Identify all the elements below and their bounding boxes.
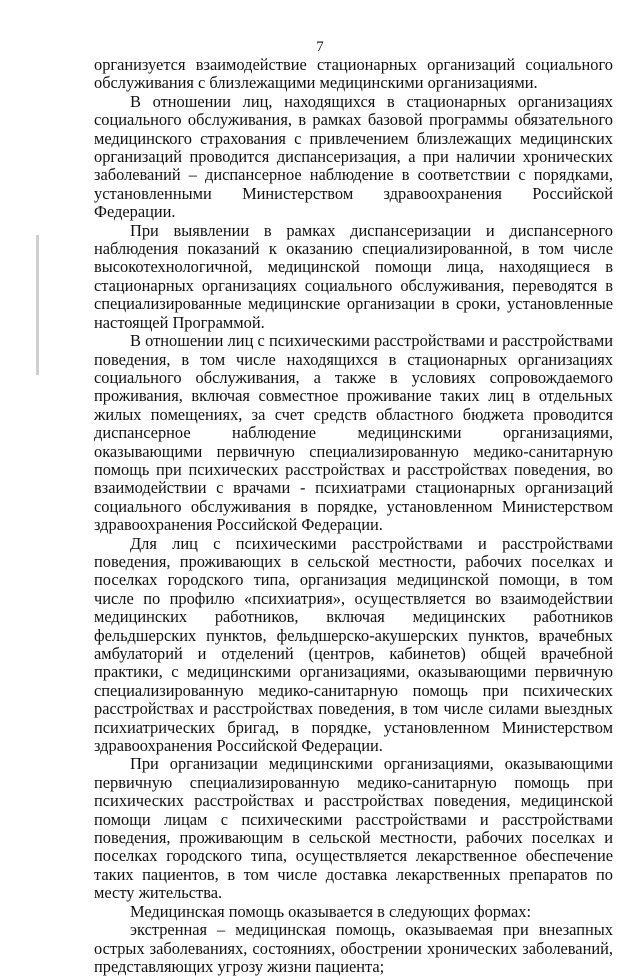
paragraph-rural-psychiatry: Для лиц с психическими расстройствами и расстройствами поведения, проживающих в сельской местности, рабочих поселках и поселках городского типа, организация медицинской помощи, в том числе по профилю «психиатрия», осуществляется во взаимодействии медицинских работников, включая медицинских работников фельдшерских пунктов, фельдшерско-акушерских пунктов, врачебных амбулаторий и отделений (центров, кабинетов) общей врачебной практики, с медицинскими организациями, оказывающими первичную специализированную медико-санитарную помощь при психических расстройствах и расстройствах поведения, в том числе силами выездных психиатрических бригад, в порядке, установленном Министерством здравоохранения Российской Федерации. <box>94 533 613 756</box>
paragraph-dispanserization: В отношении лиц, находящихся в стационарных организациях социального обслуживания, в рамках базовой программы обязательного медицинского страхования с привлечением близлежащих медицинских организаций проводится диспансеризация, а при наличии хронических заболеваний – диспансерное наблюдение в соответствии с порядками, установленными Министерством здравоохранения Российской Федерации. <box>94 91 613 222</box>
paragraph-continuation: организуется взаимодействие стационарных организаций социального обслуживания с близлежащими медицинскими организациями. <box>94 55 613 93</box>
paragraph-specialized-care-transfer: При выявлении в рамках диспансеризации и диспансерного наблюдения показаний к оказанию специализированной, в том числе высокотехнологичной, медицинской помощи лица, находящиеся в стационарных организациях социального обслуживания, переводятся в специализированные медицинские организации в сроки, установленные настоящей Программой. <box>94 220 613 332</box>
paragraph-mental-disorders-observation: В отношении лиц с психическими расстройствами и расстройствами поведения, в том числе находящихся в стационарных организациях социального обслуживания, а также в условиях сопровождаемого проживания, включая совместное проживание таких лиц в отдельных жилых помещениях, за счет средств областного бюджета проводится диспансерное наблюдение медицинскими организациями, оказывающими первичную специализированную медико-санитарную помощь при психических расстройствах и расстройствах поведения, во взаимодействии с врачами - психиатрами стационарных организаций социального обслуживания в порядке, установленном Министерством здравоохранения Российской Федерации. <box>94 331 613 535</box>
scan-margin-mark <box>36 235 39 375</box>
paragraph-drug-supply: При организации медицинскими организациями, оказывающими первичную специализированную медико-санитарную помощь при психических расстройствах и расстройствах поведения, медицинской помощи лицам с психическими расстройствами и расстройствами поведения, проживающим в сельской местности, рабочих поселках и поселках городского типа, осуществляется лекарственное обеспечение таких пациентов, в том числе доставка лекарственных препаратов по месту жительства. <box>94 754 613 903</box>
document-body <box>94 56 613 976</box>
paragraph-care-forms-intro: Медицинская помощь оказывается в следующих формах: <box>130 901 532 921</box>
paragraph-emergency-care: экстренная – медицинская помощь, оказываемая при внезапных острых заболеваниях, состояниях, обострении хронических заболеваний, представляющих угрозу жизни пациента; <box>94 920 613 976</box>
page-number: 7 <box>316 39 324 55</box>
